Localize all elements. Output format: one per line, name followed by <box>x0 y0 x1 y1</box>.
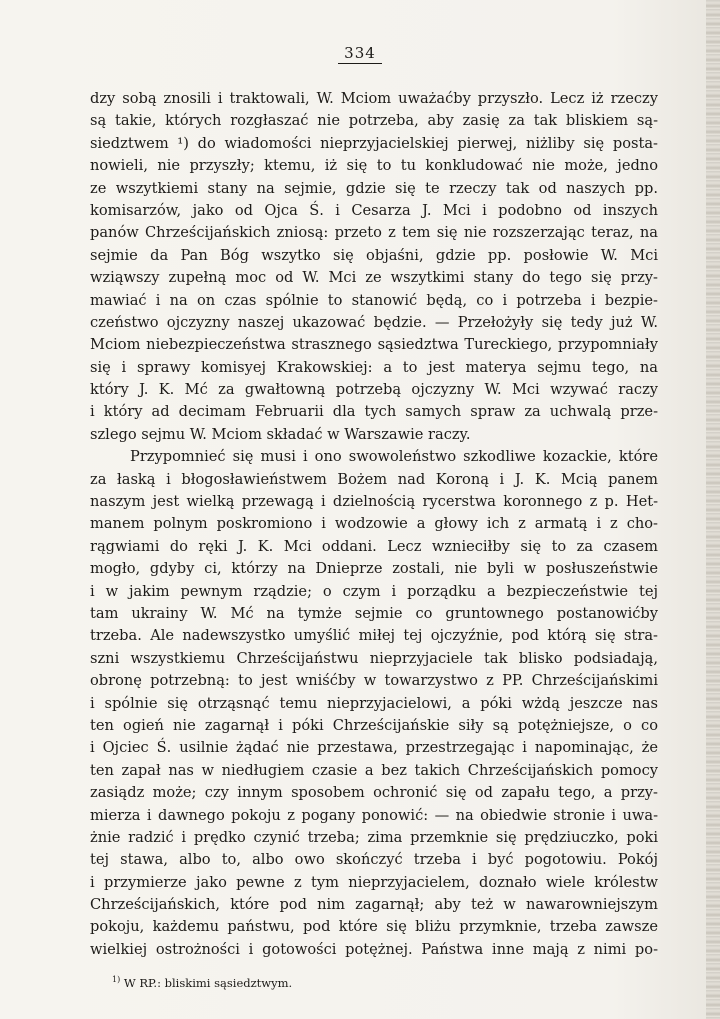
text-line: Chrześcijańskich, które pod nim zagarnął; aby też w nawarowniejszym <box>90 896 658 914</box>
text-line: tam ukrainy W. Mć na tymże sejmie co gruntownego postanowićby <box>90 604 658 622</box>
text-line: Przypomnieć się musi i ono swowoleństwo szkodliwe kozackie, które <box>130 448 658 466</box>
text-line: Mciom niebezpieczeństwa strasznego sąsiedztwa Tureckiego, przypomniały <box>90 336 658 354</box>
text-line: i spólnie się otrząsnąć temu nieprzyjacielowi, a póki wżdą jeszcze nas <box>90 694 658 712</box>
body-text <box>90 88 658 961</box>
text-line: ze wszytkiemi stany na sejmie, gdzie się te rzeczy tak od naszych pp. <box>90 179 658 197</box>
text-line: mogło, gdyby ci, którzy na Dnieprze zostali, nie byli w posłuszeństwie <box>90 560 658 578</box>
text-line: szlego sejmu W. Mciom składać w Warszawie raczy. <box>90 425 471 443</box>
text-line: są takie, których rozgłaszać nie potrzeba, aby zasię za tak bliskiem są- <box>90 112 658 130</box>
text-line: siedztwem ¹) do wiadomości nieprzyjacielskiej pierwej, niżliby się posta- <box>90 134 658 152</box>
text-line: czeństwo ojczyzny naszej ukazować będzie. — Przełożyły się tedy już W. <box>90 313 658 331</box>
text-line: który J. K. Mć za gwałtowną potrzebą ojczyzny W. Mci wzywać raczy <box>90 381 658 399</box>
text-line: żnie radzić i prędko czynić trzeba; zima przemknie się prędziuczko, poki <box>90 828 658 846</box>
text-line: nowieli, nie przyszły; ktemu, iż się to tu konkludować nie może, jedno <box>90 157 658 175</box>
text-line: mawiać i na on czas spólnie to stanowić będą, co i potrzeba i bezpie- <box>90 291 658 309</box>
text-line: ten ogień nie zagarnął i póki Chrześcijańskie siły są potężniejsze, o co <box>90 716 658 734</box>
text-line: i przymierze jako pewne z tym nieprzyjacielem, doznało wiele królestw <box>90 873 658 891</box>
text-line: ten zapał nas w niedługiem czasie a bez takich Chrześcijańskich pomocy <box>90 761 658 779</box>
page-number: 334 <box>0 44 720 64</box>
page-binding-edge <box>706 0 720 1019</box>
text-line: tej stawa, albo to, albo owo skończyć trzeba i być pogotowiu. Pokój <box>90 851 658 869</box>
text-line: trzeba. Ale nadewszystko umyślić miłej tej ojczyźnie, pod którą się stra- <box>90 627 658 645</box>
text-line: i który ad decimam Februarii dla tych samych spraw za uchwalą prze- <box>90 403 658 421</box>
text-line: naszym jest wielką przewagą i dzielnością rycerstwa koronnego z p. Het- <box>90 493 658 511</box>
text-line: szni wszystkiemu Chrześcijaństwu nieprzyjaciele tak blisko podsiadają, <box>90 649 658 667</box>
text-line: komisarzów, jako od Ojca Ś. i Cesarza J. Mci i podobno od inszych <box>90 201 658 219</box>
footnote-text: W RP.: bliskimi sąsiedztwym. <box>123 975 293 990</box>
text-line: dzy sobą znosili i traktowali, W. Mciom uważaćby przyszło. Lecz iż rzeczy <box>90 90 658 107</box>
text-line: mierza i dawnego pokoju z pogany ponowić: — na obiedwie stronie i uwa- <box>90 806 658 824</box>
text-line: zasiądz może; czy innym sposobem ochronić się od zapału tego, a przy- <box>90 784 658 802</box>
text-line: i Ojciec Ś. usilnie żądać nie przestawa, przestrzegając i napominając, że <box>90 739 658 757</box>
text-line: sejmie da Pan Bóg wszytko się objaśni, gdzie pp. posłowie W. Mci <box>90 246 658 264</box>
footnote-marker: 1) <box>112 975 121 984</box>
text-line: manem polnym poskromiono i wodzowie a głowy ich z armatą i z cho- <box>90 515 658 533</box>
text-line: pokoju, każdemu państwu, pod które się bliżu przymknie, trzeba zawsze <box>90 918 658 936</box>
text-line: rągwiami do ręki J. K. Mci oddani. Lecz wznieciłby się to za czasem <box>90 537 658 555</box>
text-line: obronę potrzebną: to jest wniśćby w towarzystwo z PP. Chrześcijańskimi <box>90 672 658 690</box>
text-line: i w jakim pewnym rządzie; o czym i porządku a bezpieczeństwie tej <box>90 582 658 600</box>
text-line: wielkiej ostrożności i gotowości potężnej. Państwa inne mają z nimi po- <box>90 940 658 958</box>
text-line: panów Chrześcijańskich zniosą: przeto z tem się nie rozszerzając teraz, na <box>90 224 658 242</box>
text-line: wziąwszy zupełną moc od W. Mci ze wszytkimi stany do tego się przy- <box>90 269 658 287</box>
footnote <box>112 975 292 990</box>
text-line: za łaską i błogosławieństwem Bożem nad Koroną i J. K. Mcią panem <box>90 470 658 488</box>
text-line: się i sprawy komisyej Krakowskiej: a to jest materya sejmu tego, na <box>90 358 658 376</box>
